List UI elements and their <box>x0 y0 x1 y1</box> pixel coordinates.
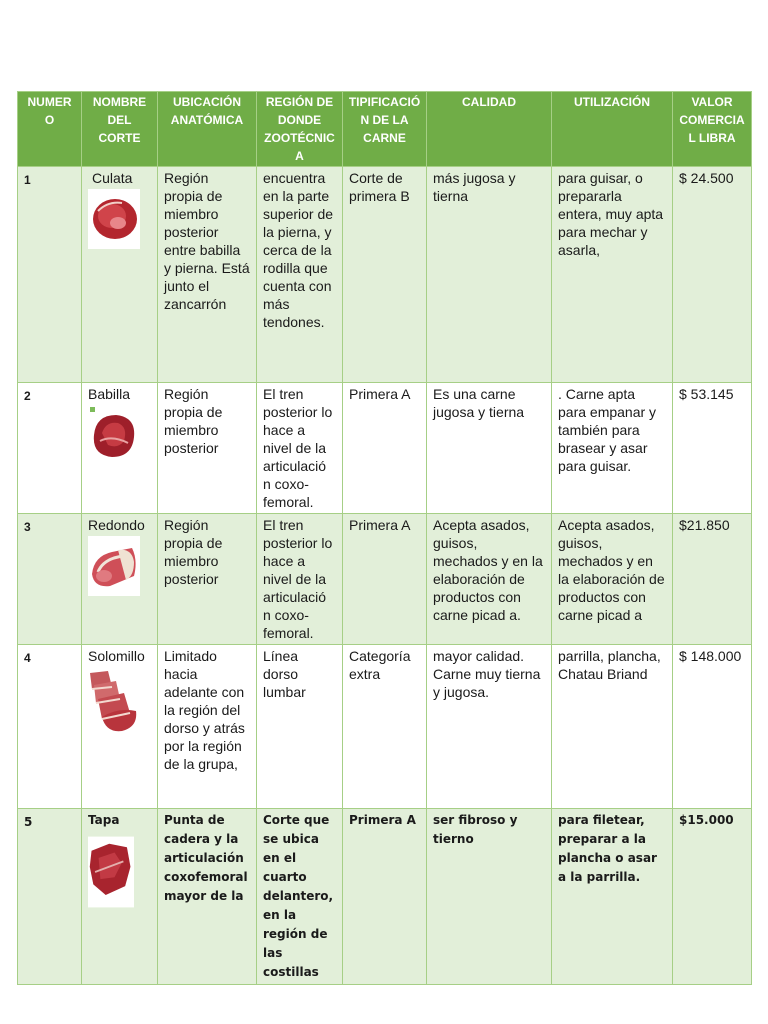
cell-numero: 5 <box>18 809 82 985</box>
babilla-meat-image <box>88 405 140 465</box>
cell-valor: $ 148.000 <box>673 645 752 809</box>
header-ubicacion: UBICACIÓN ANATÓMICA <box>158 92 257 167</box>
header-nombre: NOMBRE DEL CORTE <box>82 92 158 167</box>
table-row <box>18 645 752 809</box>
cell-tipificacion: Primera A <box>343 809 427 985</box>
cell-numero: 4 <box>18 645 82 809</box>
cell-calidad: ser fibroso y tierno <box>427 809 552 985</box>
cut-name: Solomillo <box>88 648 145 664</box>
cell-utilizacion: . Carne apta para empanar y también para brasear y asar para guisar. <box>552 383 673 514</box>
header-valor: VALOR COMERCIA L LIBRA <box>673 92 752 167</box>
header-utilizacion: UTILIZACIÓN <box>552 92 673 167</box>
cut-name: Tapa <box>88 813 120 827</box>
cell-tipificacion: Corte de primera B <box>343 167 427 383</box>
cell-region: Línea dorso lumbar <box>257 645 343 809</box>
cell-calidad: más jugosa y tierna <box>427 167 552 383</box>
header-calidad: CALIDAD <box>427 92 552 167</box>
cell-region: El tren posterior lo hace a nivel de la articulació n coxo-femoral. <box>257 383 343 514</box>
cell-ubicacion: Región propia de miembro posterior <box>158 514 257 645</box>
cell-ubicacion: Punta de cadera y la articulación coxofemoral mayor de la <box>158 809 257 985</box>
cell-valor: $21.850 <box>673 514 752 645</box>
culata-meat-image <box>88 189 140 249</box>
cut-name: Culata <box>92 170 133 186</box>
cell-nombre <box>82 167 158 383</box>
cell-utilizacion: para guisar, o prepararla entera, muy apta para mechar y asarla, <box>552 167 673 383</box>
cell-tipificacion: Primera A <box>343 383 427 514</box>
cell-ubicacion: Región propia de miembro posterior <box>158 383 257 514</box>
cell-region: El tren posterior lo hace a nivel de la articulació n coxo-femoral. <box>257 514 343 645</box>
cut-name: Redondo <box>88 517 145 533</box>
cell-tipificacion: Primera A <box>343 514 427 645</box>
cell-numero: 2 <box>18 383 82 514</box>
tapa-meat-image <box>88 832 134 912</box>
meat-cuts-table <box>17 91 752 985</box>
solomillo-meat-image <box>88 667 140 735</box>
cell-nombre <box>82 645 158 809</box>
header-tipificacion: TIPIFICACIÓ N DE LA CARNE <box>343 92 427 167</box>
cell-tipificacion: Categoría extra <box>343 645 427 809</box>
cell-calidad: Es una carne jugosa y tierna <box>427 383 552 514</box>
table-row <box>18 167 752 383</box>
cell-calidad: Acepta asados, guisos, mechados y en la elaboración de productos con carne picad a. <box>427 514 552 645</box>
cell-utilizacion: Acepta asados, guisos, mechados y en la elaboración de productos con carne picad a <box>552 514 673 645</box>
cell-nombre <box>82 514 158 645</box>
header-numero: NUMER O <box>18 92 82 167</box>
cell-valor: $ 24.500 <box>673 167 752 383</box>
cell-region: encuentra en la parte superior de la pierna, y cerca de la rodilla que cuenta con más tendones. <box>257 167 343 383</box>
cell-utilizacion: parrilla, plancha, Chatau Briand <box>552 645 673 809</box>
table-row <box>18 383 752 514</box>
cut-name: Babilla <box>88 386 131 402</box>
header-region: REGIÓN DE DONDE ZOOTÉCNIC A <box>257 92 343 167</box>
cell-numero: 3 <box>18 514 82 645</box>
header-row <box>18 92 752 167</box>
cell-nombre <box>82 809 158 985</box>
cell-valor: $ 53.145 <box>673 383 752 514</box>
cell-nombre <box>82 383 158 514</box>
cell-ubicacion: Limitado hacia adelante con la región del dorso y atrás por la región de la grupa, <box>158 645 257 809</box>
table-row <box>18 809 752 985</box>
cell-numero: 1 <box>18 167 82 383</box>
cell-calidad: mayor calidad. Carne muy tierna y jugosa. <box>427 645 552 809</box>
cell-region: Corte que se ubica en el cuarto delantero, en la región de las costillas <box>257 809 343 985</box>
table-row <box>18 514 752 645</box>
redondo-meat-image <box>88 536 140 596</box>
cell-valor: $15.000 <box>673 809 752 985</box>
cell-ubicacion: Región propia de miembro posterior entre babilla y pierna. Está junto el zancarrón <box>158 167 257 383</box>
cell-utilizacion: para filetear, preparar a la plancha o asar a la parrilla. <box>552 809 673 985</box>
